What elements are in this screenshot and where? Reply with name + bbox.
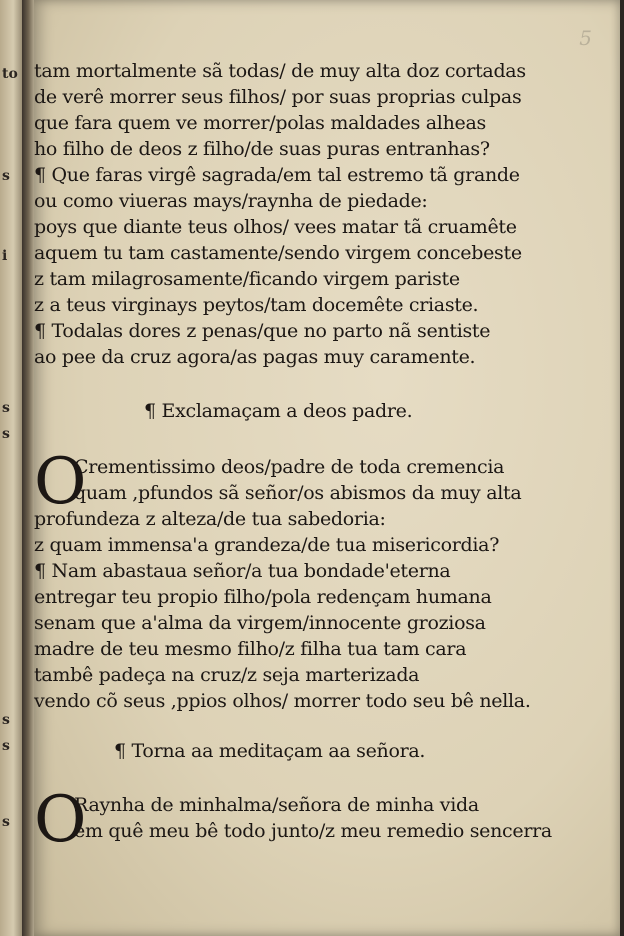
text-line: tambê padeça na cruz/z seja marterizada <box>34 664 420 686</box>
text-line: profundeza z alteza/de tua sabedoria: <box>34 508 386 530</box>
left-page-fragment: s <box>2 426 10 442</box>
text-line: Crementissimo deos/padre de toda cremencia <box>74 456 505 478</box>
page-mark: 5 <box>579 26 592 50</box>
book-page <box>34 0 620 936</box>
left-page-fragment: s <box>2 168 10 184</box>
text-line: madre de teu mesmo filho/z filha tua tam cara <box>34 638 467 660</box>
left-page-fragment: to <box>2 66 18 82</box>
text-line: z quam immensa'a grandeza/de tua misericordia? <box>34 534 500 556</box>
text-line: z tam milagrosamente/ficando virgem pariste <box>34 268 460 290</box>
text-line: ao pee da cruz agora/as pagas muy caramente. <box>34 346 476 368</box>
left-page-fragment: s <box>2 738 10 754</box>
text-line: ¶ Que faras virgê sagrada/em tal estremo tã grande <box>34 164 520 186</box>
text-line: em quê meu bê todo junto/z meu remedio sencerra <box>74 820 552 842</box>
text-line: ¶ Todalas dores z penas/que no parto nã sentiste <box>34 320 491 342</box>
text-line: quam ,pfundos sã señor/os abismos da muy alta <box>74 482 522 504</box>
left-page-fragment: s <box>2 814 10 830</box>
text-line: tam mortalmente sã todas/ de muy alta doz cortadas <box>34 60 526 82</box>
text-line: vendo cõ seus ,ppios olhos/ morrer todo seu bê nella. <box>34 690 531 712</box>
text-line: Raynha de minhalma/señora de minha vida <box>74 794 479 816</box>
section-heading: ¶ Torna aa meditaçam aa señora. <box>114 740 426 762</box>
text-line: poys que diante teus olhos/ vees matar tã cruamête <box>34 216 517 238</box>
drop-initial: O <box>34 783 87 857</box>
text-line: ho filho de deos z filho/de suas puras entranhas? <box>34 138 490 160</box>
text-line: z a teus virginays peytos/tam docemête criaste. <box>34 294 479 316</box>
text-line: ¶ Nam abastaua señor/a tua bondade'eterna <box>34 560 451 582</box>
text-line: que fara quem ve morrer/polas maldades alheas <box>34 112 486 134</box>
text-line: senam que a'alma da virgem/innocente groziosa <box>34 612 486 634</box>
text-line: aquem tu tam castamente/sendo virgem concebeste <box>34 242 522 264</box>
text-line: de verê morrer seus filhos/ por suas proprias culpas <box>34 86 522 108</box>
drop-initial: O <box>34 445 87 519</box>
text-line: ou como viueras mays/raynha de piedade: <box>34 190 428 212</box>
left-page-fragment: i <box>2 248 8 264</box>
left-page-edge <box>0 0 24 936</box>
left-page-fragment: s <box>2 400 10 416</box>
left-page-fragment: s <box>2 712 10 728</box>
text-line: entregar teu propio filho/pola redençam humana <box>34 586 492 608</box>
section-heading: ¶ Exclamaçam a deos padre. <box>144 400 413 422</box>
